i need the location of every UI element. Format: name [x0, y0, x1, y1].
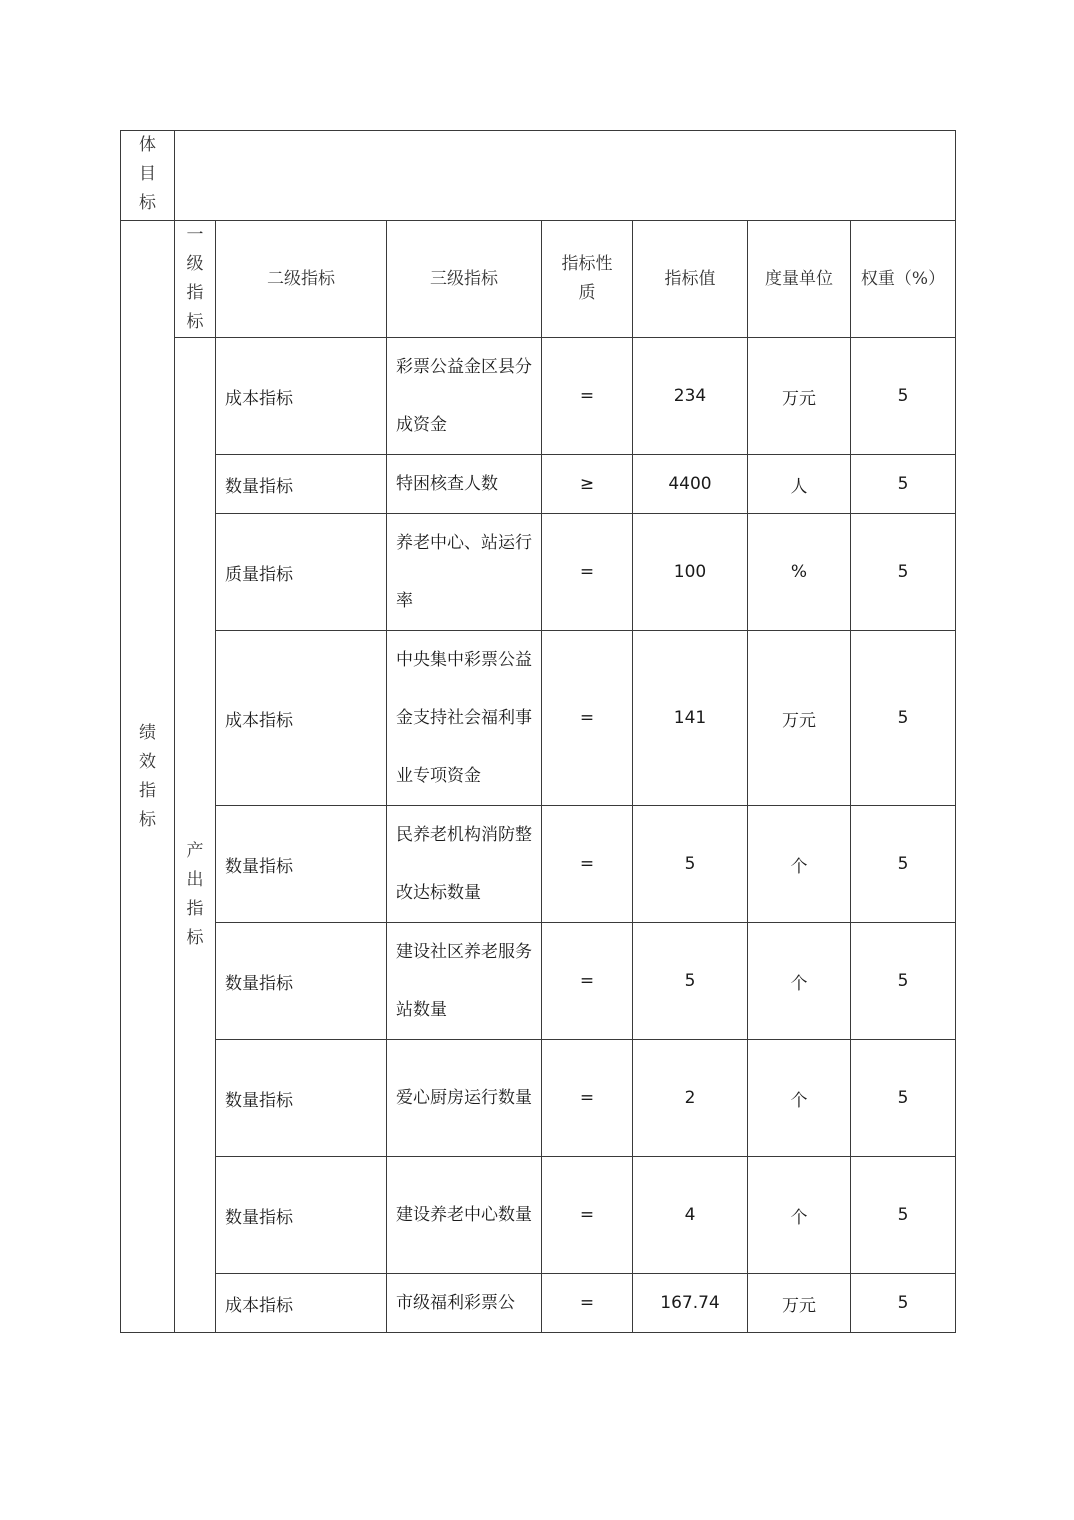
value-cell: 2	[633, 1040, 748, 1157]
weight-header: 权重（%）	[851, 221, 956, 338]
nature-header: 指标性 质	[542, 221, 633, 338]
level3-cell	[387, 1274, 542, 1333]
level2-header: 二级指标	[216, 221, 387, 338]
level3-header: 三级指标	[387, 221, 542, 338]
unit-cell: 个	[748, 923, 851, 1040]
level3-text: 养老中心、站运行率	[396, 533, 532, 611]
unit-cell: 个	[748, 1040, 851, 1157]
goal-label: 体 目 标	[121, 131, 175, 221]
nature-cell: =	[542, 631, 633, 806]
nature-cell: =	[542, 338, 633, 455]
level2-cell: 数量指标	[216, 1040, 387, 1157]
weight-cell: 5	[851, 338, 956, 455]
weight-cell: 5	[851, 631, 956, 806]
value-cell: 100	[633, 514, 748, 631]
weight-cell: 5	[851, 1274, 956, 1333]
performance-indicator-table	[120, 130, 956, 1333]
level3-cell	[387, 514, 542, 631]
level2-cell: 成本指标	[216, 1274, 387, 1333]
level3-cell	[387, 806, 542, 923]
unit-cell: 万元	[748, 1274, 851, 1333]
level3-text: 中央集中彩票公益金支持社会福利事业专项资金	[396, 650, 532, 786]
unit-cell: 万元	[748, 338, 851, 455]
table-row	[121, 806, 956, 923]
perf-label: 绩 效 指 标	[121, 221, 175, 1333]
level3-text: 民养老机构消防整改达标数量	[396, 825, 532, 903]
level3-text: 建设社区养老服务站数量	[396, 942, 532, 1020]
nature-cell: =	[542, 923, 633, 1040]
nature-cell: =	[542, 1157, 633, 1274]
value-cell: 4400	[633, 455, 748, 514]
table-row	[121, 338, 956, 455]
value-header: 指标值	[633, 221, 748, 338]
unit-cell: 万元	[748, 631, 851, 806]
unit-cell: 个	[748, 806, 851, 923]
level2-cell: 数量指标	[216, 806, 387, 923]
unit-header: 度量单位	[748, 221, 851, 338]
nature-cell: =	[542, 1274, 633, 1333]
weight-cell: 5	[851, 923, 956, 1040]
unit-cell: %	[748, 514, 851, 631]
value-cell: 234	[633, 338, 748, 455]
table-row	[121, 1040, 956, 1157]
goal-row	[121, 131, 956, 221]
weight-cell: 5	[851, 514, 956, 631]
nature-cell: =	[542, 806, 633, 923]
goal-content	[175, 131, 956, 221]
level3-cell	[387, 1157, 542, 1274]
table-row	[121, 1157, 956, 1274]
level3-text: 爱心厨房运行数量	[396, 1088, 532, 1108]
level3-cell	[387, 455, 542, 514]
level3-cell	[387, 923, 542, 1040]
level2-cell: 质量指标	[216, 514, 387, 631]
nature-cell: ≥	[542, 455, 633, 514]
table-row	[121, 455, 956, 514]
value-cell: 5	[633, 806, 748, 923]
level2-cell: 数量指标	[216, 455, 387, 514]
weight-cell: 5	[851, 1157, 956, 1274]
level2-cell: 成本指标	[216, 338, 387, 455]
unit-cell: 人	[748, 455, 851, 514]
nature-cell: =	[542, 514, 633, 631]
table-row	[121, 631, 956, 806]
level1-header: 一 级 指 标	[175, 221, 216, 338]
header-row	[121, 221, 956, 338]
level3-cell	[387, 1040, 542, 1157]
nature-cell: =	[542, 1040, 633, 1157]
unit-cell: 个	[748, 1157, 851, 1274]
weight-cell: 5	[851, 1040, 956, 1157]
table-row	[121, 1274, 956, 1333]
level3-text: 市级福利彩票公	[396, 1293, 515, 1313]
output-label: 产 出 指 标	[175, 338, 216, 1333]
value-cell: 141	[633, 631, 748, 806]
level2-cell: 数量指标	[216, 923, 387, 1040]
table-row	[121, 923, 956, 1040]
value-cell: 4	[633, 1157, 748, 1274]
level3-text: 建设养老中心数量	[396, 1205, 532, 1225]
weight-cell: 5	[851, 806, 956, 923]
weight-cell: 5	[851, 455, 956, 514]
level2-cell: 成本指标	[216, 631, 387, 806]
value-cell: 167.74	[633, 1274, 748, 1333]
level3-cell	[387, 631, 542, 806]
table-row	[121, 514, 956, 631]
level3-text: 彩票公益金区县分成资金	[396, 357, 532, 435]
value-cell: 5	[633, 923, 748, 1040]
level3-cell	[387, 338, 542, 455]
level2-cell: 数量指标	[216, 1157, 387, 1274]
level3-text: 特困核查人数	[396, 474, 498, 494]
